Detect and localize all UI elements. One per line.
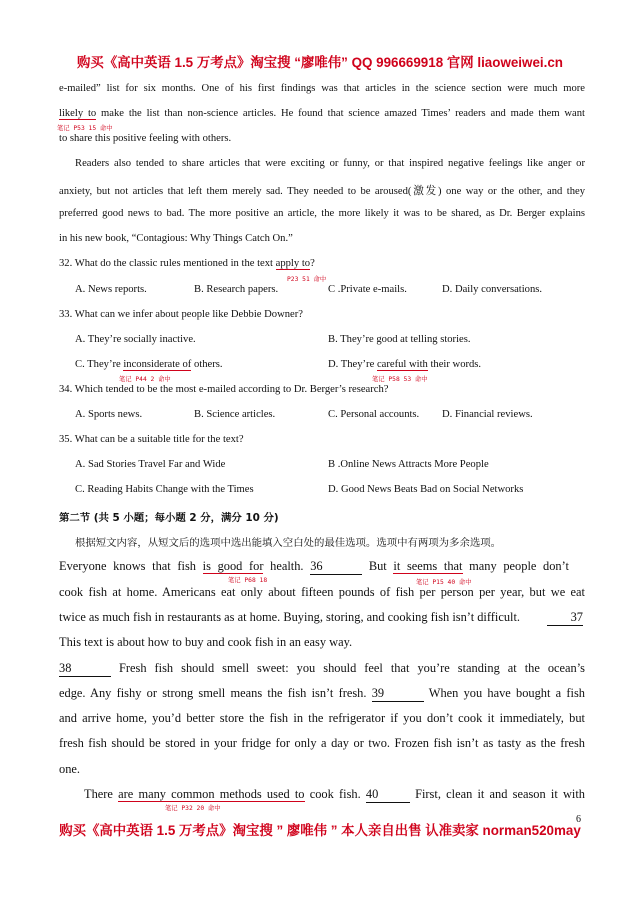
passage-line [59, 661, 585, 677]
option-a: A. News reports. [75, 284, 147, 295]
underlined-phrase: inconsiderate of [123, 359, 192, 370]
option-c [75, 359, 223, 370]
passage-text: Fresh fish should smell sweet: you should feel that you’re standing at the ocean’s [111, 661, 585, 675]
option-b: B. Research papers. [194, 284, 279, 295]
section-heading: 第二节 (共 5 小题；每小题 2 分，满分 10 分) [59, 512, 279, 524]
option-b: B .Online News Attracts More People [328, 459, 489, 470]
passage-line: one. [59, 762, 80, 776]
passage-text: When you have bought a fish [423, 686, 585, 700]
underlined-phrase: are many common methods used to [118, 787, 305, 801]
option-b: B. They’re good at telling stories. [328, 334, 471, 345]
option-d: D. Daily conversations. [442, 284, 543, 295]
option-a: A. Sports news. [75, 409, 143, 420]
passage-text: But [362, 559, 394, 573]
question-35: 35. What can be a suitable title for the text? [59, 434, 244, 445]
passage-text: Everyone knows that fish [59, 559, 203, 573]
passage-line: preferred good news to bad. The more positive an article, the more likely it was to be shared, as Dr. Berger explains [59, 208, 585, 219]
blank-38: 38 [59, 661, 111, 677]
option-d: D. Financial reviews. [442, 409, 533, 420]
passage-text: cook fish. [304, 787, 366, 801]
option-c: C .Private e-mails. [328, 284, 407, 295]
passage-text: There [84, 787, 119, 801]
blank-39: 39 [372, 686, 424, 702]
passage-line: e-mailed” list for six months. One of his first findings was that articles in the science section were much more [59, 83, 585, 94]
passage-text: First, clean it and season it with [409, 787, 586, 801]
passage-line: fresh fish should be stored in your fridge for only a day or two. Frozen fish isn’t as tasty as the fresh [59, 736, 585, 750]
underlined-phrase: apply to [275, 258, 311, 269]
option-a: A. They’re socially inactive. [75, 334, 196, 345]
question-32 [59, 258, 585, 269]
passage-line: cook fish at home. Americans eat only about fifteen pounds of fish per person per year, but we eat [59, 585, 585, 599]
underlined-phrase: it seems that [393, 559, 463, 573]
option-text: others. [191, 359, 223, 370]
option-c: C. Personal accounts. [328, 409, 420, 420]
note-annotation: 笔记 P53 15 命中 [57, 125, 113, 132]
question-text: ? [310, 258, 315, 269]
section-instruction: 根据短文内容，从短文后的选项中选出能填入空白处的最佳选项。选项中有两项为多余选项。 [75, 537, 502, 549]
option-d [328, 359, 481, 370]
blank-37: 37 [547, 610, 583, 626]
option-text: D. They’re [328, 359, 377, 370]
option-a: A. Sad Stories Travel Far and Wide [75, 459, 226, 470]
underlined-phrase: likely to [59, 108, 97, 119]
passage-line [59, 610, 585, 625]
option-c: C. Reading Habits Change with the Times [75, 484, 254, 495]
note-annotation: P23 51 命中 [287, 276, 327, 283]
bottom-banner: 购买《高中英语 1.5 万考点》淘宝搜 ” 廖唯伟 ” 本人亲自出售 认准卖家 norman520may [59, 823, 581, 838]
option-text: their words. [427, 359, 482, 370]
passage-line [59, 108, 585, 119]
blank-40: 40 [366, 787, 410, 803]
passage-line: Readers also tended to share articles that were exciting or funny, or that inspired negative feelings like anger or [75, 158, 585, 169]
note-annotation: 笔记 P32 20 命中 [165, 805, 221, 812]
underlined-phrase: is good for [202, 559, 264, 573]
top-banner: 购买《高中英语 1.5 万考点》淘宝搜 “廖唯伟” QQ 996669918 官网 liaoweiwei.cn [77, 55, 563, 70]
passage-line: anxiety, but not articles that left them merely sad. They needed to be aroused(激发) one way or the other, and they [59, 186, 585, 197]
passage-line: to share this positive feeling with others. [59, 133, 232, 144]
passage-text: many people don’t [462, 559, 569, 573]
passage-text: twice as much fish in restaurants as at home. Buying, storing, and cooking fish isn’t difficult. [59, 610, 521, 624]
question-33: 33. What can we infer about people like Debbie Downer? [59, 309, 303, 320]
passage-text: make the list than non-science articles. He found that science amazed Times’ readers and made them want [96, 108, 586, 119]
passage-line: This text is about how to buy and cook fish in an easy way. [59, 635, 353, 649]
passage-line [84, 787, 585, 803]
note-annotation: 笔记 P44 2 命中 [119, 376, 171, 383]
passage-line: in his new book, “Contagious: Why Things Catch On.” [59, 233, 293, 244]
blank-37-wrapper [547, 610, 585, 626]
question-34: 34. Which tended to be the most e-mailed according to Dr. Berger’s research? [59, 384, 389, 395]
option-b: B. Science articles. [194, 409, 276, 420]
option-d: D. Good News Beats Bad on Social Networks [328, 484, 524, 495]
option-text: C. They’re [75, 359, 124, 370]
passage-line [59, 686, 585, 702]
passage-text: edge. Any fishy or strong smell means the fish isn’t fresh. [59, 686, 367, 700]
passage-line: and arrive home, you’d better store the fish in the refrigerator if you don’t cook it immediately, but [59, 711, 585, 725]
underlined-phrase: careful with [376, 359, 428, 370]
note-annotation: 笔记 P15 40 命中 [416, 579, 472, 586]
passage-line [59, 559, 569, 575]
note-annotation: 笔记 P58 53 命中 [372, 376, 428, 383]
note-annotation: 笔记 P68 18 [228, 577, 268, 584]
blank-36: 36 [310, 559, 362, 575]
passage-text: health. [263, 559, 311, 573]
page-number: 6 [576, 814, 581, 825]
question-text: 32. What do the classic rules mentioned in the text [59, 258, 276, 269]
